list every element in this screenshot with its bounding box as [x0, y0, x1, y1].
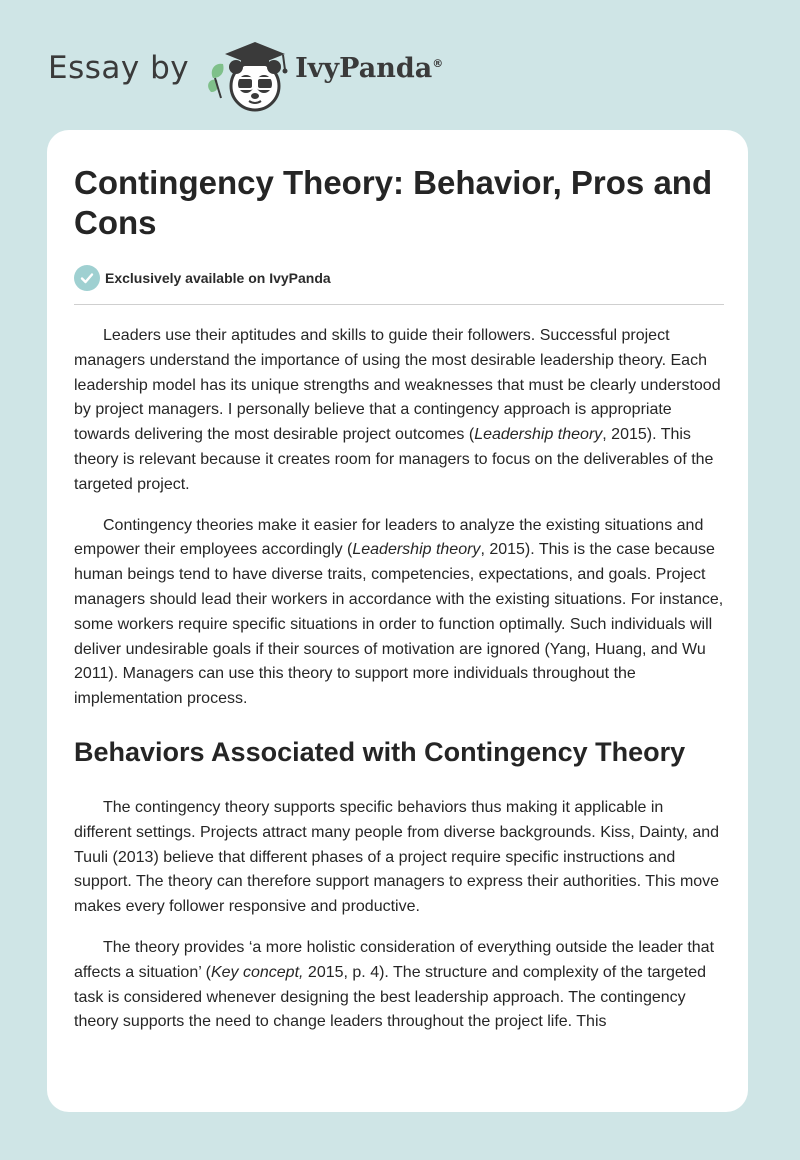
- brand-header: [48, 34, 443, 114]
- article-card: [47, 130, 748, 1112]
- divider: [74, 304, 724, 305]
- brand-prefix: Essay by: [48, 50, 190, 86]
- article-paragraph: The contingency theory supports specific behaviors thus making it applicable in different settings. Projects attract many people from diverse backgrounds. Kiss, Dainty, and Tuuli (2013) believe that different phases of a project require specific instructions and support. The theory can therefore support managers to express their authorities. This move makes every follower responsive and productive.: [74, 798, 720, 916]
- article-paragraph: Leaders use their aptitudes and skills to guide their followers. Successful project managers understand the importance of using the most desirable leadership theory. Each leadership model has its unique strengths and weaknesses that must be clearly understood by project managers. I personally believe that a contingency approach is appropriate towards delivering the most desirable project outcomes (Leadership theory, 2015). This theory is relevant because it creates room for managers to focus on the deliverables of the targeted project.: [74, 327, 721, 493]
- section-heading: Behaviors Associated with Contingency Theory: [74, 736, 686, 767]
- check-circle-icon: [74, 265, 100, 291]
- article-paragraph: Contingency theories make it easier for leaders to analyze the existing situations and empower their employees accordingly (Leadership theory, 2015). This is the case because human beings tend to have diverse traits, competencies, expectations, and goals. Project managers should lead their workers in accordance with the existing situations. For instance, some workers require specific situations in order to function optimally. Such individuals will deliver undesirable goals if their sources of motivation are ignored (Yang, Huang, and Wu 2011). Managers can use this theory to support more individuals throughout the implementation process.: [74, 516, 724, 708]
- brand-name[interactable]: [295, 53, 443, 84]
- trademark-symbol: ®: [432, 56, 444, 70]
- exclusive-badge: [74, 265, 724, 291]
- article-paragraph: The theory provides ‘a more holistic consideration of everything outside the leader that affects a situation’ (Key concept, 2015, p. 4). The structure and complexity of the targeted task is considered whenever designing the best leadership approach. The contingency theory supports the need to change leaders throughout the project life. This: [74, 938, 715, 1031]
- article-title: Contingency Theory: Behavior, Pros and Cons: [74, 164, 713, 241]
- article-content: [74, 130, 724, 1035]
- panda-logo-icon[interactable]: [203, 34, 301, 114]
- badge-text: Exclusively available on IvyPanda: [105, 270, 331, 286]
- brand-name-text: IvyPanda: [295, 52, 433, 84]
